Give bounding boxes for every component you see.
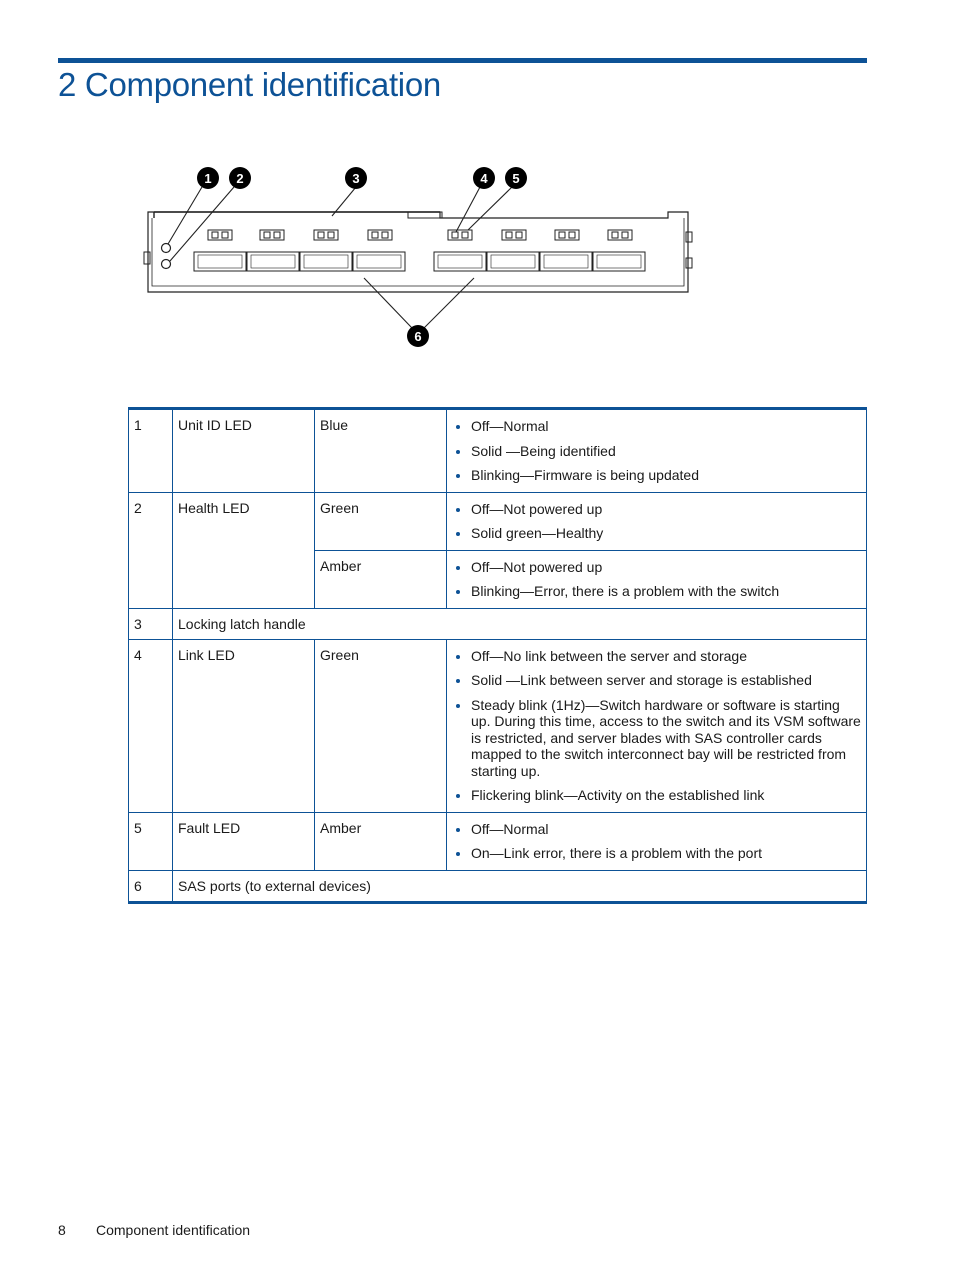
sas-port [540, 252, 592, 271]
state-item: Solid —Being identified [471, 443, 861, 460]
callout-4: 4 [480, 171, 488, 186]
row-number: 1 [129, 409, 173, 493]
led-states [447, 639, 867, 812]
port-led-pair [208, 230, 232, 240]
state-item: Solid green—Healthy [471, 525, 861, 542]
state-item: On—Link error, there is a problem with the port [471, 845, 861, 862]
callout-2: 2 [236, 171, 244, 186]
top-rule [58, 58, 867, 63]
led-states [447, 492, 867, 550]
component-name: Fault LED [173, 812, 315, 870]
state-item: Steady blink (1Hz)—Switch hardware or software is starting up. During this time, access to the switch and its VSM software is restricted, and server blades with SAS controller cards mapped to the switch interconnect bay will be restricted from starting up. [471, 696, 861, 779]
led-color: Amber [315, 812, 447, 870]
sas-port [353, 252, 405, 271]
footer-title: Component identification [96, 1222, 251, 1238]
row-number: 2 [129, 492, 173, 608]
state-item: Off—No link between the server and storage [471, 648, 861, 665]
health-led [162, 260, 171, 269]
callout-5: 5 [512, 171, 520, 186]
row-number: 3 [129, 608, 173, 639]
row-number: 4 [129, 639, 173, 812]
component-name: Unit ID LED [173, 409, 315, 493]
callout-6: 6 [414, 329, 422, 344]
led-states [447, 812, 867, 870]
port-led-pair [555, 230, 579, 240]
sas-port [194, 252, 246, 271]
state-item: Off—Not powered up [471, 559, 861, 576]
row-number: 5 [129, 812, 173, 870]
led-states [447, 409, 867, 493]
table-row [129, 639, 867, 812]
table-row [129, 870, 867, 902]
port-led-pair [502, 230, 526, 240]
callout-3: 3 [352, 171, 360, 186]
table-row [129, 409, 867, 493]
state-item: Blinking—Error, there is a problem with the switch [471, 583, 861, 600]
component-name: SAS ports (to external devices) [173, 870, 867, 902]
page-title: 2 Component identification [58, 66, 441, 103]
component-name: Health LED [173, 492, 315, 608]
port-led-pair [260, 230, 284, 240]
state-item: Blinking—Firmware is being updated [471, 467, 861, 484]
state-item: Flickering blink—Activity on the established link [471, 787, 861, 804]
led-states [447, 550, 867, 608]
component-table [128, 407, 867, 904]
sas-port [247, 252, 299, 271]
sas-port [434, 252, 486, 271]
page-number: 8 [58, 1222, 66, 1238]
sas-port [593, 252, 645, 271]
switch-illustration [140, 160, 700, 360]
led-color: Green [315, 492, 447, 550]
state-item: Off—Normal [471, 821, 861, 838]
state-item: Solid —Link between server and storage is established [471, 672, 861, 689]
table-row [129, 492, 867, 550]
led-color: Amber [315, 550, 447, 608]
callout-1: 1 [204, 171, 212, 186]
state-item: Off—Not powered up [471, 501, 861, 518]
component-name: Locking latch handle [173, 608, 867, 639]
led-color: Green [315, 639, 447, 812]
port-led-pair [368, 230, 392, 240]
port-led-pair [314, 230, 338, 240]
row-number: 6 [129, 870, 173, 902]
port-led-pair [448, 230, 472, 240]
page-footer [58, 1222, 250, 1238]
port-led-pair [608, 230, 632, 240]
table-row [129, 608, 867, 639]
latch-handle [154, 212, 440, 218]
component-name: Link LED [173, 639, 315, 812]
switch-diagram [140, 160, 700, 360]
sas-port [487, 252, 539, 271]
table-row [129, 812, 867, 870]
led-color: Blue [315, 409, 447, 493]
latch-button [408, 212, 442, 218]
sas-port [300, 252, 352, 271]
state-item: Off—Normal [471, 418, 861, 435]
unit-id-led [162, 244, 171, 253]
